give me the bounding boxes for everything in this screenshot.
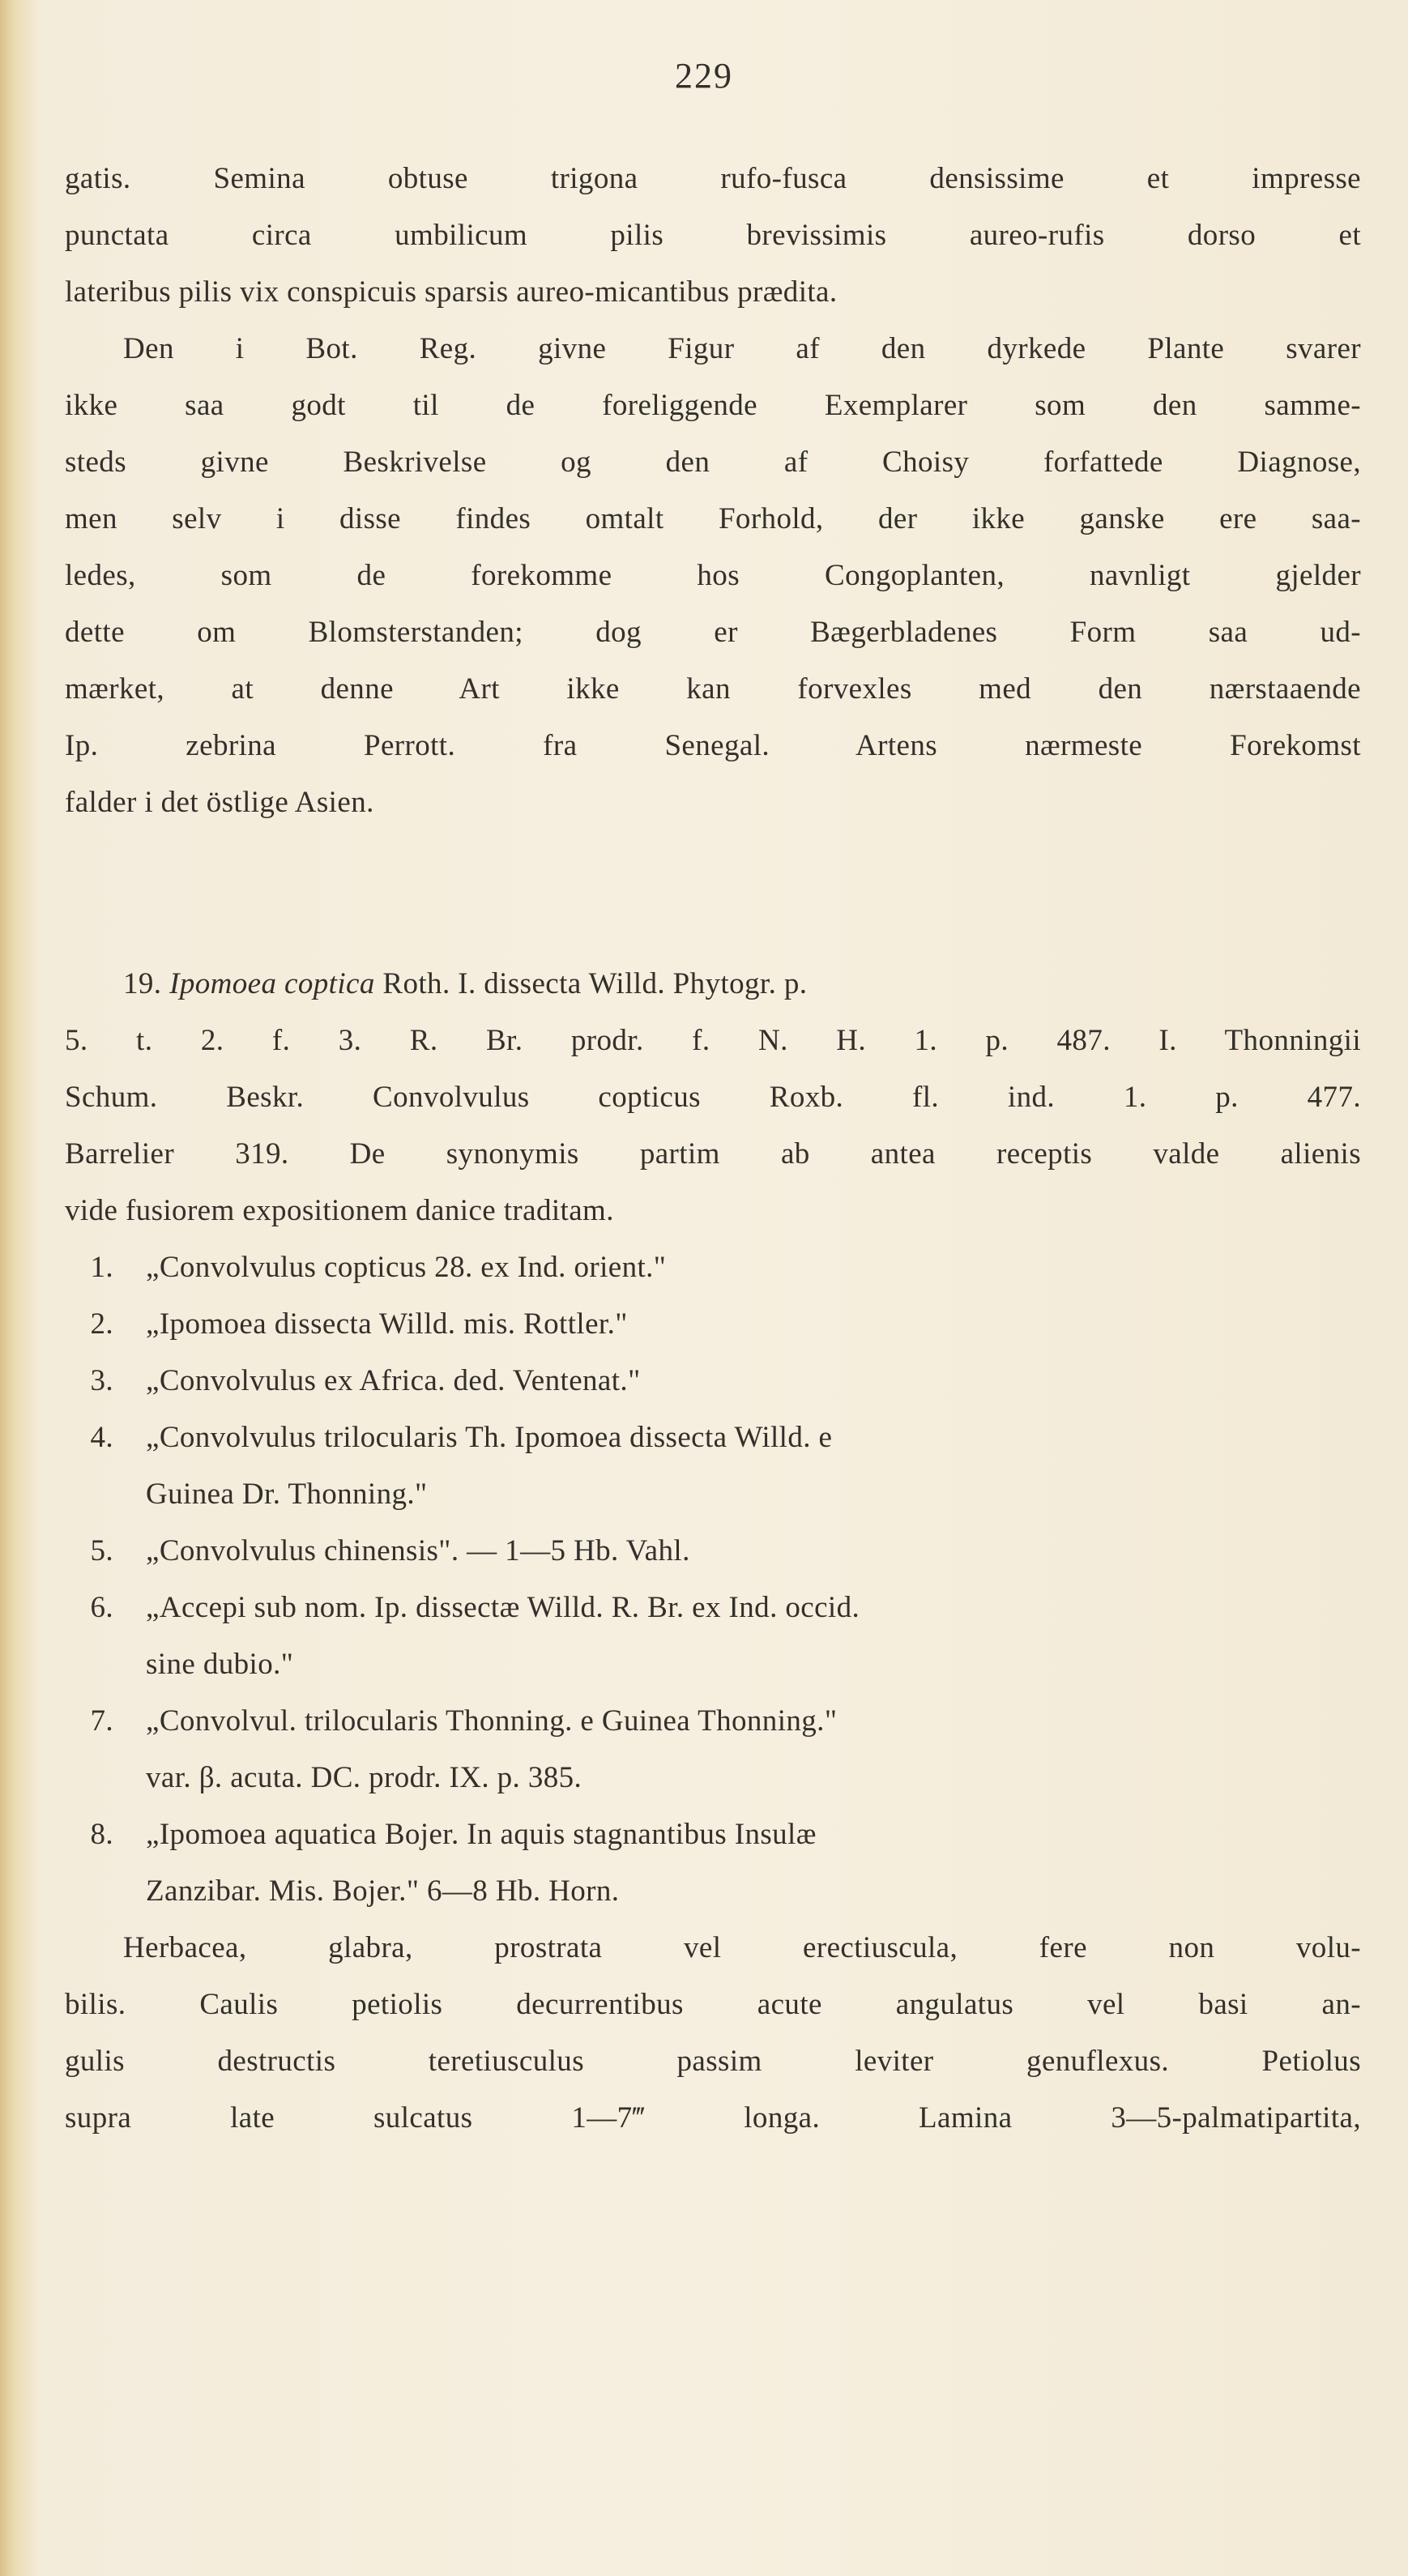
specimen-item bbox=[65, 1580, 1361, 1636]
specimen-number: 6. bbox=[90, 1591, 113, 1624]
text-line: supra late sulcatus 1—7‴ longa. Lamina 3—5-palmatipartita, bbox=[65, 2101, 1361, 2135]
specimen-text: „Convolvulus chinensis". — 1—5 Hb. Vahl. bbox=[146, 1534, 690, 1567]
text-line: ledes, som de forekomme hos Congoplanten, navnligt gjelder bbox=[65, 559, 1361, 592]
text-line: Den i Bot. Reg. givne Figur af den dyrkede Plante svarer bbox=[123, 332, 1361, 365]
text-line: steds givne Beskrivelse og den af Choisy forfattede Diagnose, bbox=[65, 446, 1361, 479]
specimen-item bbox=[65, 1353, 1361, 1410]
text-line: gatis. Semina obtuse trigona rufo-fusca densissime et impresse bbox=[65, 162, 1361, 195]
text-line: mærket, at denne Art ikke kan forvexles med den nærstaaende bbox=[65, 672, 1361, 706]
specimen-text-continued: Zanzibar. Mis. Bojer." 6—8 Hb. Horn. bbox=[146, 1874, 620, 1908]
species-synonym: Roth. I. dissecta Willd. Phytogr. p. bbox=[374, 967, 808, 1000]
specimen-item bbox=[65, 1693, 1361, 1750]
text-line: ikke saa godt til de foreliggende Exemplarer som den samme- bbox=[65, 389, 1361, 422]
text-line: Ip. zebrina Perrott. fra Senegal. Artens nærmeste Forekomst bbox=[65, 729, 1361, 762]
specimen-number: 5. bbox=[90, 1534, 113, 1567]
text-line: bilis. Caulis petiolis decurrentibus acute angulatus vel basi an- bbox=[65, 1988, 1361, 2021]
text-line: punctata circa umbilicum pilis brevissimis aureo-rufis dorso et bbox=[65, 219, 1361, 252]
specimen-text-continued: Guinea Dr. Thonning." bbox=[146, 1478, 428, 1511]
page-number: 229 bbox=[675, 56, 733, 96]
text-line: Barrelier 319. De synonymis partim ab antea receptis valde alienis bbox=[65, 1137, 1361, 1171]
specimen-item bbox=[65, 1410, 1361, 1466]
text-line: men selv i disse findes omtalt Forhold, der ikke ganske ere saa- bbox=[65, 502, 1361, 535]
specimen-number: 1. bbox=[90, 1251, 113, 1284]
text-line: falder i det östlige Asien. bbox=[65, 786, 374, 819]
species-block bbox=[65, 956, 1361, 2147]
species-name: Ipomoea coptica bbox=[169, 967, 375, 1000]
text-line: Schum. Beskr. Convolvulus copticus Roxb. fl. ind. 1. p. 477. bbox=[65, 1081, 1361, 1114]
specimen-item bbox=[65, 1806, 1361, 1863]
text-line: 5. t. 2. f. 3. R. Br. prodr. f. N. H. 1. p. 487. I. Thonningii bbox=[65, 1024, 1361, 1057]
specimen-number: 2. bbox=[90, 1307, 113, 1341]
text-line: gulis destructis teretiusculus passim leviter genuflexus. Petiolus bbox=[65, 2045, 1361, 2078]
specimen-number: 4. bbox=[90, 1421, 113, 1454]
specimen-text-continued: var. β. acuta. DC. prodr. IX. p. 385. bbox=[146, 1761, 582, 1794]
specimen-text: „Ipomoea aquatica Bojer. In aquis stagnantibus Insulæ bbox=[146, 1818, 817, 1851]
specimen-number: 8. bbox=[90, 1818, 113, 1851]
specimen-number: 3. bbox=[90, 1364, 113, 1397]
specimen-text: „Convolvulus copticus 28. ex Ind. orient." bbox=[146, 1251, 667, 1284]
specimen-item bbox=[65, 1239, 1361, 1296]
text-block-top bbox=[65, 151, 1361, 831]
text-line: Herbacea, glabra, prostrata vel erectiuscula, fere non volu- bbox=[123, 1931, 1361, 1964]
specimen-text: „Convolvul. trilocularis Thonning. e Guinea Thonning." bbox=[146, 1704, 838, 1738]
specimen-text: „Convolvulus trilocularis Th. Ipomoea dissecta Willd. e bbox=[146, 1421, 833, 1454]
specimen-text: „Accepi sub nom. Ip. dissectæ Willd. R. Br. ex Ind. occid. bbox=[146, 1591, 860, 1624]
species-heading bbox=[65, 956, 1361, 1013]
text-line: dette om Blomsterstanden; dog er Bægerbladenes Form saa ud- bbox=[65, 616, 1361, 649]
species-number: 19. bbox=[123, 967, 162, 1000]
specimen-item bbox=[65, 1296, 1361, 1353]
specimen-item bbox=[65, 1523, 1361, 1580]
specimen-number: 7. bbox=[90, 1704, 113, 1738]
text-line: vide fusiorem expositionem danice traditam. bbox=[65, 1194, 614, 1227]
specimen-text: „Convolvulus ex Africa. ded. Ventenat." bbox=[146, 1364, 641, 1397]
specimen-text-continued: sine dubio." bbox=[146, 1648, 294, 1681]
text-line: lateribus pilis vix conspicuis sparsis aureo-micantibus prædita. bbox=[65, 275, 838, 309]
specimen-text: „Ipomoea dissecta Willd. mis. Rottler." bbox=[146, 1307, 628, 1341]
